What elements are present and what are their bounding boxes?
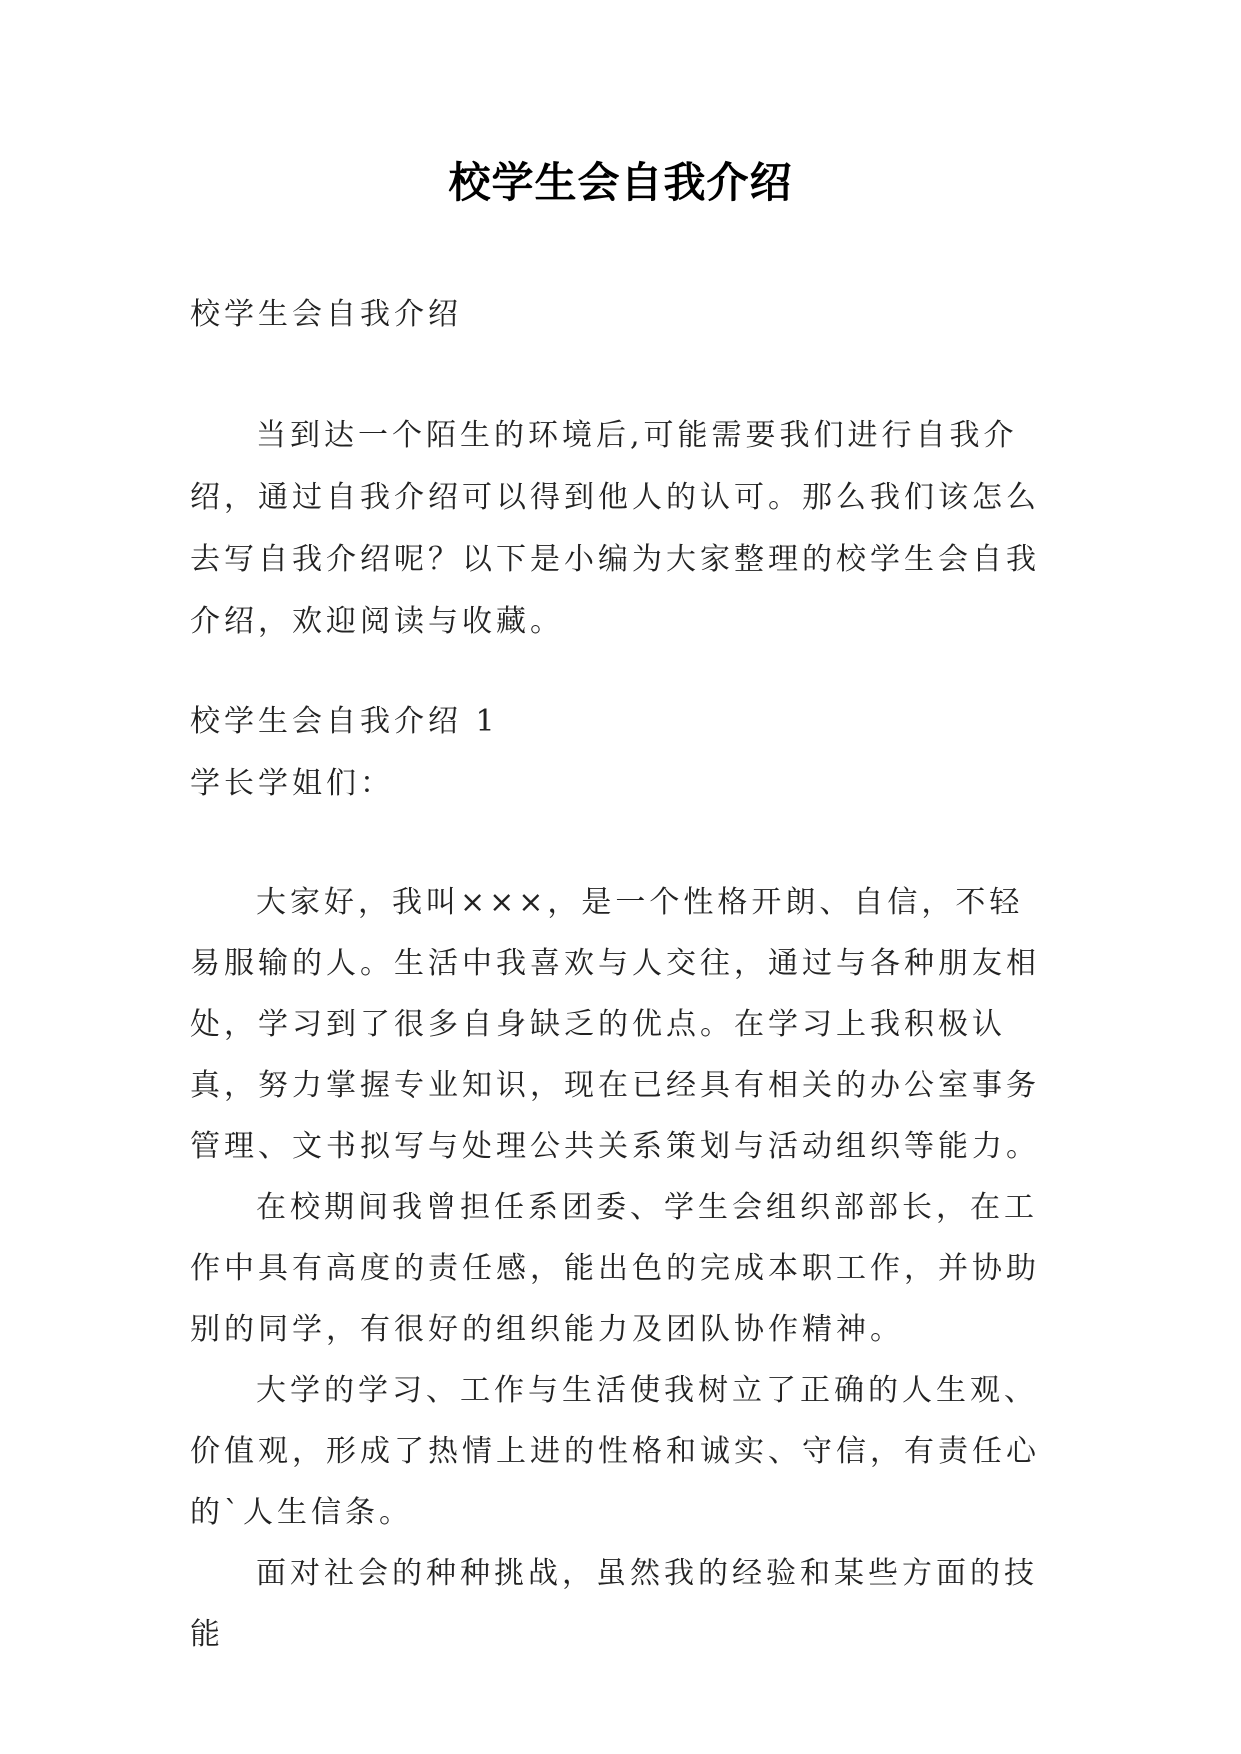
body-paragraph: 在校期间我曾担任系团委、学生会组织部部长，在工作中具有高度的责任感，能出色的完成本职工作，并协助别的同学，有很好的组织能力及团队协作精神。 <box>190 1190 1040 1347</box>
body-paragraph: 大学的学习、工作与生活使我树立了正确的人生观、价值观，形成了热情上进的性格和诚实、守信，有责任心的`人生信条。 <box>190 1373 1040 1530</box>
body-content <box>190 872 1052 1665</box>
body-paragraph: 大家好，我叫×××，是一个性格开朗、自信，不轻易服输的人。生活中我喜欢与人交往，通过与各种朋友相处，学习到了很多自身缺乏的优点。在学习上我积极认真，努力掌握专业知识，现在已经具有相关的办公室事务管理、文书拟写与处理公共关系策划与活动组织等能力。 <box>190 885 1040 1164</box>
section-heading: 校学生会自我介绍 1 <box>190 704 499 739</box>
document-title: 校学生会自我介绍 <box>448 158 793 207</box>
intro-paragraph: 当到达一个陌生的环境后,可能需要我们进行自我介绍，通过自我介绍可以得到他人的认可。那么我们该怎么去写自我介绍呢？以下是小编为大家整理的校学生会自我介绍，欢迎阅读与收藏。 <box>190 418 1040 639</box>
salutation: 学长学姐们： <box>190 766 394 801</box>
document-subtitle: 校学生会自我介绍 <box>190 297 462 332</box>
body-paragraph: 面对社会的种种挑战，虽然我的经验和某些方面的技能 <box>190 1556 1038 1652</box>
